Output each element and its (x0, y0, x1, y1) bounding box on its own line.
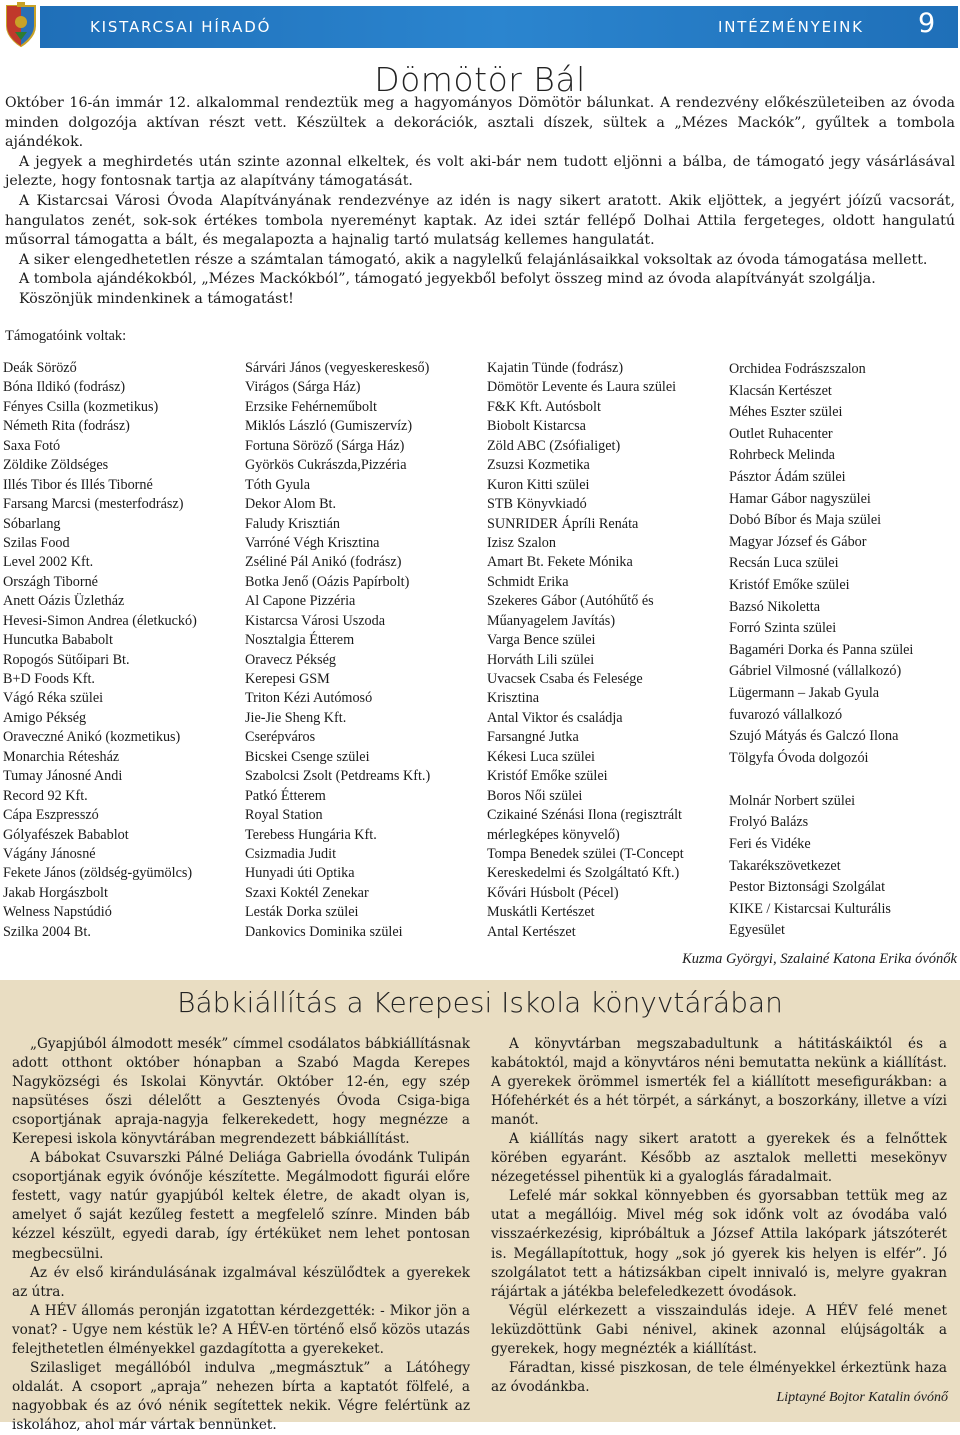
supporter-item: F&K Kft. Autósbolt (487, 398, 601, 415)
supporter-item: Dömötör Levente és Laura szülei (487, 379, 677, 396)
supporter-item: Krisztina (487, 690, 540, 707)
supporters-heading: Támogatóink voltak: (5, 328, 127, 344)
supporter-item: Bagaméri Dorka és Panna szülei (729, 641, 914, 658)
supporter-item: Amigo Pékség (3, 709, 87, 726)
article2-paragraph: Szilasliget megállóból indulva „megmásztuk” a Látóhegy oldalát. A csoport „apraja” nehezen bírta a kaptatót fölfelé, a nagyobbak és az óvó nénik segítettek nekik. Végre felértünk az iskolához, ahol már vártak bennünket. (12, 1359, 470, 1433)
supporter-item: Saxa Fotó (3, 437, 61, 454)
city-crest-icon (4, 2, 38, 48)
supporter-item: Horváth Lili szülei (487, 651, 595, 668)
supporter-item: Zöld ABC (Zsófialiget) (487, 437, 621, 454)
supporter-item: Tölgyfa Óvoda dolgozói (729, 749, 869, 766)
supporter-item: Zsuzsi Kozmetika (487, 457, 590, 474)
supporter-item: Outlet Ruhacenter (729, 425, 833, 442)
supporter-item: Országh Tiborné (3, 573, 98, 590)
article2-paragraph: Fáradtan, kissé piszkosan, de tele élményekkel érkeztünk haza az óvodánkba. (491, 1359, 947, 1395)
supporter-item: Zséliné Pál Anikó (fodrász) (245, 554, 402, 571)
supporter-item: Tumay Jánosné Andi (3, 768, 123, 785)
supporter-item: Jakab Horgászbolt (3, 884, 108, 901)
supporter-item: Gábriel Vilmosné (vállalkozó) (729, 663, 902, 680)
supporter-item: Kuron Kitti szülei (487, 476, 590, 493)
supporter-item: Al Capone Pizzéria (245, 593, 356, 610)
supporter-item: Muskátli Kertészet (487, 904, 595, 921)
article2-paragraph: Lefelé már sokkal könnyebben és gyorsabban tettük meg az utat a megállóig. Mivel még sok időnk volt az óvodába való visszaérkezésig, kipróbáltuk a József Attila lakópark játszóterét is. Megállapítottuk, hogy „sok jó gyerek kis helyen is elfér”. Jó szolgálatot tett a hátizsákban cipelt innivaló is, melyre gyakran rájártak a játékba belefeledkezett óvodások. (491, 1188, 947, 1300)
supporter-item: Boros Női szülei (487, 787, 583, 804)
article-signature: Kuzma Györgyi, Szalainé Katona Erika óvónők (682, 951, 957, 967)
supporter-item: Record 92 Kft. (3, 787, 88, 804)
article-paragraph: A siker elengedhetetlen része a számtalan támogató, akik a nagylelkű felajánlásaikkal voksoltak az óvoda támogatása mellett. (19, 251, 928, 268)
article-paragraph: A jegyek a meghirdetés után szinte azonnal elkeltek, és volt aki-bár nem tudott eljönni a bálba, de támogató jegy vásárlásával jelezte, hogy fontosnak tartja az alapítvány támogatását. (5, 153, 955, 190)
supporter-item: Fényes Csilla (kozmetikus) (3, 398, 159, 415)
supporter-item: Kerepesi GSM (245, 671, 330, 687)
article-title: Dömötör Bál (374, 60, 586, 99)
supporter-item: Bicskei Csenge szülei (245, 748, 370, 765)
supporter-item: Dekor Alom Bt. (245, 496, 337, 513)
supporter-item: B+D Foods Kft. (3, 671, 95, 687)
supporters-column-4 (729, 359, 913, 942)
supporter-item: Monarchia Rétesház (3, 748, 120, 765)
supporter-item: Erzsike Fehérneműbolt (245, 398, 377, 415)
supporter-item: Tompa Benedek szülei (T-Concept (487, 845, 684, 862)
supporter-item: Magyar József és Gábor (729, 533, 867, 550)
supporter-item: Pásztor Ádám szülei (729, 468, 846, 485)
supporter-item: Miklós László (Gumiszervíz) (245, 418, 413, 435)
supporter-item: Szilka 2004 Bt. (3, 923, 91, 940)
supporter-item: Lügermann – Jakab Gyula (729, 684, 880, 701)
page-header (0, 0, 960, 58)
supporter-item: Terebess Hungária Kft. (245, 826, 377, 843)
supporter-item: KIKE / Kistarcsai Kulturális (729, 900, 891, 917)
supporter-item: Tóth Gyula (245, 476, 311, 493)
supporter-item: Oravecz Pékség (245, 651, 336, 668)
supporter-item: Amart Bt. Fekete Mónika (487, 554, 633, 571)
supporter-item: Vágó Réka szülei (3, 690, 104, 707)
supporter-item: Fekete János (zöldség-gyümölcs) (3, 865, 193, 882)
article-body (5, 94, 955, 310)
article2-paragraph: Az év első kirándulásának izgalmával készülődtek a gyerekek az útra. (12, 1264, 470, 1300)
supporter-item: Molnár Norbert szülei (729, 792, 856, 809)
supporter-item: Fortuna Söröző (Sárga Ház) (245, 437, 405, 454)
supporter-item: Izisz Szalon (487, 534, 556, 551)
supporter-item: Oraveczné Anikó (kozmetikus) (3, 729, 181, 746)
supporter-item: Welness Napstúdió (3, 904, 112, 921)
article-paragraph: Köszönjük mindenkinek a támogatást! (19, 290, 294, 307)
supporter-item: Cserépváros (245, 729, 316, 746)
supporter-item: Nosztalgia Étterem (245, 632, 355, 649)
supporter-item: Faludy Krisztián (245, 515, 340, 532)
supporter-item: Bazsó Nikoletta (729, 598, 821, 615)
supporter-item: Patkó Étterem (245, 787, 326, 804)
article2-paragraph: A bábokat Csuvarszki Pálné Deliága Gabriella óvodánk Tulipán csoportjának egyik óvónője készítette. Megálmodott figurái előre festett, vagy natúr gyapjúból keltek életre, de akadt olyan is, amelyet ő saját kezűleg festett a megfelelő színre. Minden báb kézzel készült, egyedi darab, így értéküket nem lehet pontosan megbecsülni. (12, 1150, 470, 1262)
supporter-item: Rohrbeck Melinda (729, 447, 835, 464)
supporter-item: Farsang Marcsi (mesterfodrász) (3, 496, 184, 513)
article2-right-column (491, 1035, 947, 1397)
supporter-item: Takarékszövetkezet (729, 857, 841, 874)
supporter-item: Sárvári János (vegyeskereskeső) (245, 360, 430, 376)
supporter-item: SUNRIDER Ápríli Renáta (487, 515, 639, 532)
section-title: INTÉZMÉNYEINK (718, 18, 864, 36)
supporter-item: Antal Viktor és családja (487, 709, 623, 726)
supporter-item: Hunyadi úti Optika (245, 865, 355, 882)
supporter-item: Kereskedelmi és Szolgáltató Kft.) (487, 865, 680, 882)
supporters-column-1 (3, 359, 197, 942)
supporters-column-2 (245, 359, 430, 942)
supporter-item: Bóna Ildikó (fodrász) (3, 379, 126, 396)
supporter-item: Kővári Húsbolt (Pécel) (487, 884, 619, 901)
supporter-item: Varróné Végh Krisztina (245, 534, 380, 551)
supporter-item: fuvarozó vállalkozó (729, 706, 843, 723)
supporter-item: Szaxi Koktél Zenekar (245, 884, 369, 901)
supporter-item: Triton Kézi Autómosó (245, 690, 373, 707)
supporter-item: Ropogós Sütőipari Bt. (3, 651, 130, 668)
supporter-item: Műanyagelem Javítás) (487, 612, 616, 629)
supporter-item: Györkös Cukrászda,Pizzéria (245, 457, 407, 474)
supporter-item: Feri és Vidéke (729, 836, 811, 853)
supporter-item: Kékesi Luca szülei (487, 748, 595, 765)
supporter-item: Dobó Bíbor és Maja szülei (729, 512, 882, 529)
supporter-item: Level 2002 Kft. (3, 554, 94, 571)
supporters-column-3 (487, 359, 684, 942)
supporter-item: Kristóf Emőke szülei (487, 768, 608, 785)
supporter-item: Royal Station (245, 807, 323, 824)
supporter-item: Cápa Eszpresszó (3, 807, 99, 824)
supporter-item: Szilas Food (3, 534, 70, 551)
supporter-item: Vágány Jánosné (3, 845, 96, 862)
article2-paragraph: A HÉV állomás peronján izgatottan kérdezgették: - Mikor jön a vonat? - Ugye nem késtük le? A HÉV-en történő első közös utazás felejthetetlen élményekkel gazdagította a gyerekeket. (12, 1302, 470, 1357)
supporter-item: Dankovics Dominika szülei (245, 923, 403, 940)
publication-title: KISTARCSAI HÍRADÓ (90, 18, 272, 36)
supporter-item: Deák Söröző (3, 360, 77, 376)
supporter-item: Zöldike Zöldséges (3, 457, 109, 474)
supporter-item: Németh Rita (fodrász) (3, 418, 130, 435)
article-paragraph: Október 16-án immár 12. alkalommal rendeztük meg a hagyományos Dömötör bálunkat. A rendezvény előkészületeiben az óvoda minden dolgozója aktívan részt vett. Készültek a dekorációk, asztali díszek, sültek a „Mézes Mackók”, gyűltek a tombola ajándékok. (5, 95, 955, 151)
supporter-item: Hevesi-Simon Andrea (életkuckó) (3, 612, 197, 629)
supporter-item: Illés Tibor és Illés Tiborné (3, 476, 153, 493)
supporter-item: Varga Bence szülei (487, 632, 596, 649)
article2-paragraph: „Gyapjúból álmodott mesék” címmel csodálatos bábkiállításnak adott otthont október hónapban a Szabó Magda Kerepes Nagyközségi és Iskolai Könyvtár. Október 12-én, egy szép napsütéses őszi délelőtt a Gesztenyés Óvoda Csiga-biga csoportjának apraja-nagyja felkerekedett, hogy megnézze a Kerepesi iskola könyvtárában megrendezett bábkiállítást. (12, 1036, 470, 1148)
supporter-item: Uvacsek Csaba és Felesége (487, 671, 643, 687)
page-number: 9 (918, 8, 936, 39)
supporter-item: Antal Kertészet (487, 923, 576, 940)
supporter-item: Forró Szinta szülei (729, 620, 837, 637)
article2-paragraph: A kiállítás nagy sikert aratott a gyerekek és a felnőttek körében egyaránt. Később az asztalok melletti mesekönyv nézegetéssel pihentük ki a gyaloglás fáradalmait. (491, 1131, 947, 1186)
supporter-item: Czikainé Szénási Ilona (regisztrált (487, 807, 683, 824)
supporter-item: Pestor Biztonsági Szolgálat (729, 879, 886, 896)
supporter-item: Kajatin Tünde (fodrász) (487, 360, 624, 376)
supporter-item: Biobolt Kistarcsa (487, 418, 586, 435)
supporter-item: Botka Jenő (Oázis Papírbolt) (245, 573, 410, 590)
supporter-item: Szujó Mátyás és Galczó Ilona (729, 728, 899, 745)
supporter-item: Anett Oázis Üzletház (3, 593, 125, 610)
supporter-item: Jie-Jie Sheng Kft. (245, 709, 347, 726)
supporter-item: Szekeres Gábor (Autóhűtő és (487, 593, 654, 610)
supporter-item: Klacsán Kertészet (729, 382, 832, 399)
supporter-gap (729, 769, 913, 791)
article2-paragraph: A könyvtárban megszabadultunk a hátitáskáiktól és a kabátoktól, majd a könyvtáros néni bemutatta nekünk a kiállítást. A gyerekek örömmel ismerték fel a kiállított mesefigurákban: a Hófehérkét és a hét törpét, a sárkányt, a boszorkány, illetve a vízi manót. (491, 1036, 947, 1129)
supporter-item: Huncutka Bababolt (3, 632, 113, 649)
article2-title: Bábkiállítás a Kerepesi Iskola könyvtárában (177, 986, 783, 1019)
supporter-item: Frolyó Balázs (729, 814, 809, 831)
article2-paragraph: Végül elérkezett a visszaindulás ideje. A HÉV felé menet leküzdöttünk Gabi nénivel, akinek azonnal elújságolták a gyerekek, hogy megnézték a kiállítást. (491, 1302, 947, 1357)
article-paragraph: A Kistarcsai Városi Óvoda Alapítványának rendezvénye az idén is nagy sikert aratott. Akik eljöttek, a jegyért jóízű vacsorát, hangulatos zenét, sok-sok értékes tombola nyereményt kaptak. Az idei sztár fellépő Dolhai Attila fergeteges, oldott hangulatú műsorral támogatta a bált, és megalapozta a hajnalig tartó mulatság kellemes hangulatát. (5, 192, 955, 249)
supporter-item: Egyesület (729, 922, 785, 939)
supporter-item: Virágos (Sárga Ház) (245, 379, 361, 396)
article-paragraph: A tombola ajándékokból, „Mézes Mackókból”, támogató jegyekből befolyt összeg mind az óvoda alapítványát szolgálja. (19, 271, 876, 288)
supporter-item: Gólyafészek Babablot (3, 826, 129, 843)
supporter-item: Kristóf Emőke szülei (729, 576, 850, 593)
article2-left-column (12, 1035, 470, 1435)
supporter-item: Orchidea Fodrászszalon (729, 361, 866, 377)
supporter-item: Lesták Dorka szülei (245, 904, 359, 921)
supporter-item: Hamar Gábor nagyszülei (729, 490, 871, 507)
supporter-item: Kistarcsa Városi Uszoda (245, 612, 385, 629)
supporter-item: Sóbarlang (3, 515, 61, 532)
supporter-item: Csizmadia Judit (245, 845, 337, 862)
supporter-item: Méhes Eszter szülei (729, 404, 843, 421)
supporter-item: mérlegképes könyvelő) (487, 826, 620, 843)
supporter-item: Szabolcsi Zsolt (Petdreams Kft.) (245, 768, 431, 785)
supporter-item: Farsangné Jutka (487, 729, 579, 746)
article2-signature: Liptayné Bojtor Katalin óvónő (776, 1390, 948, 1405)
supporter-item: STB Könyvkiadó (487, 496, 587, 513)
supporter-item: Schmidt Erika (487, 573, 569, 590)
supporter-item: Recsán Luca szülei (729, 555, 839, 572)
